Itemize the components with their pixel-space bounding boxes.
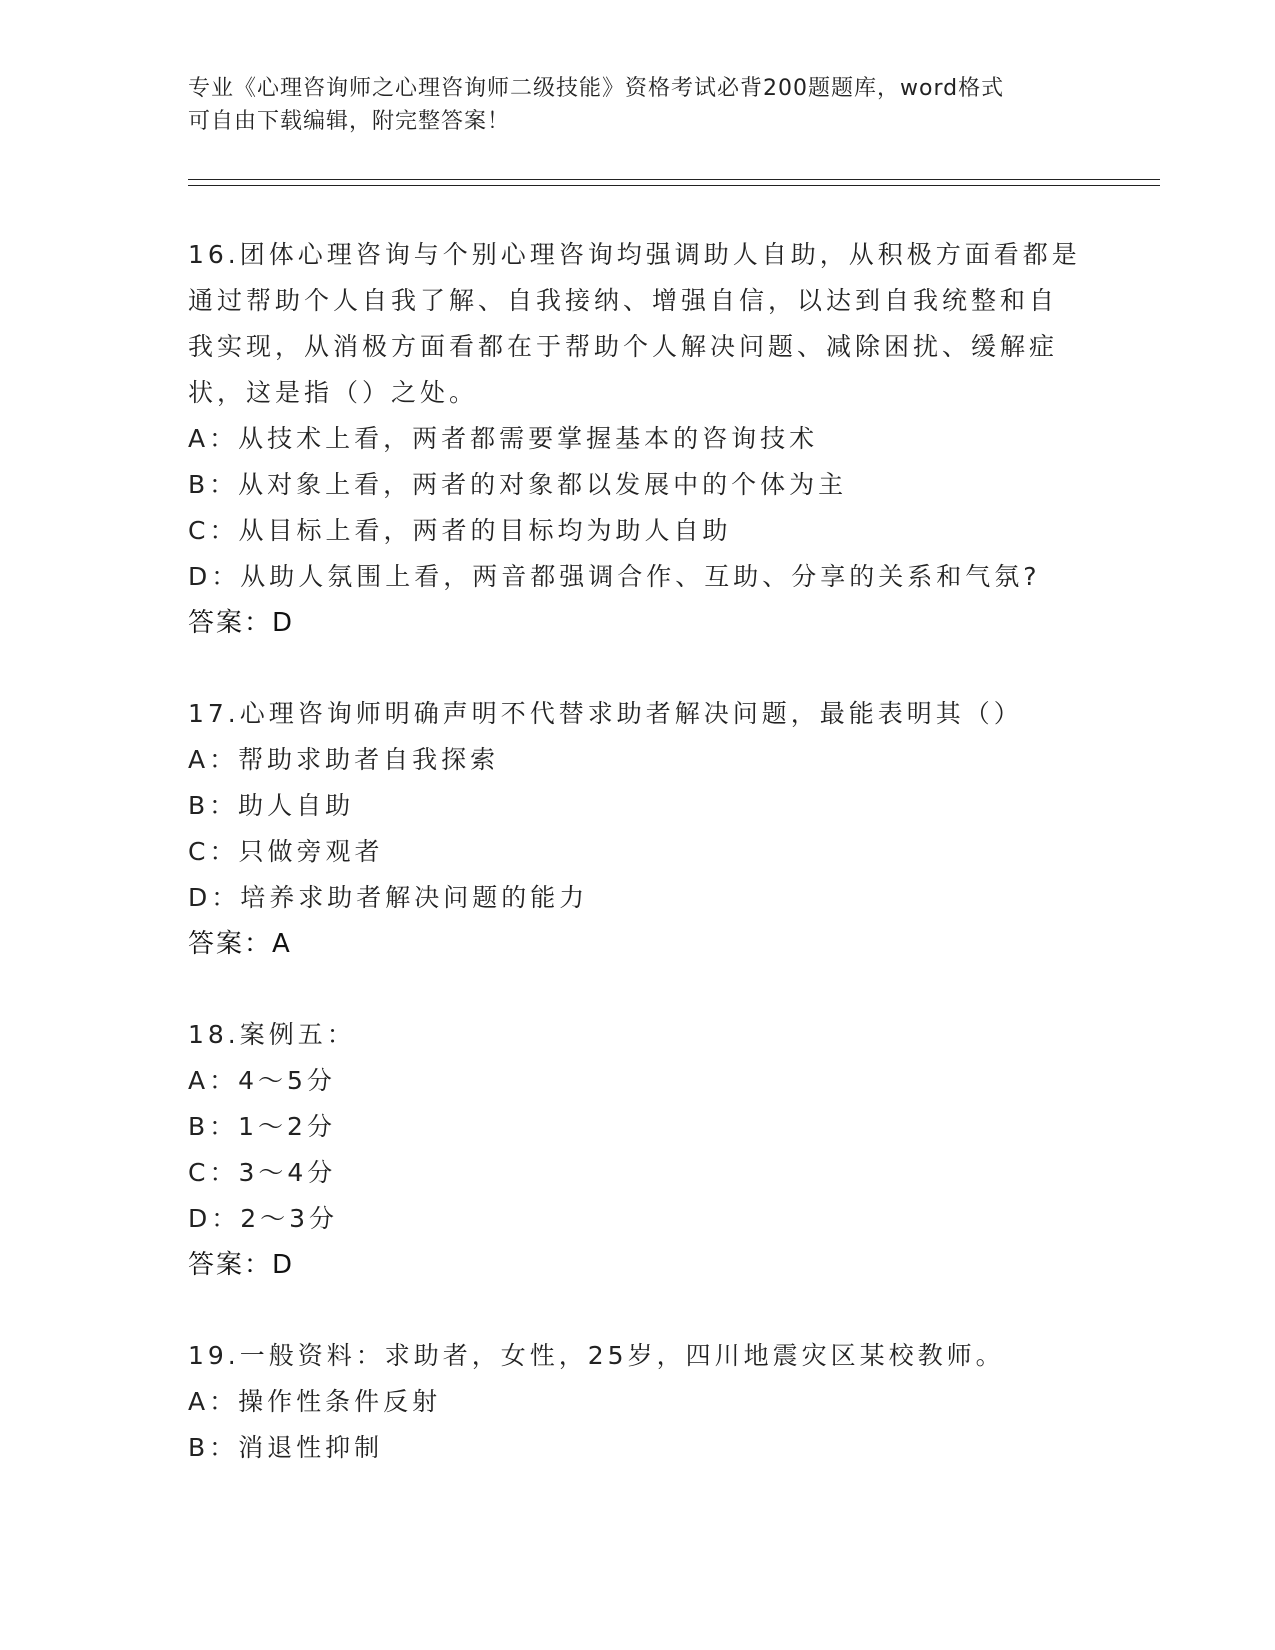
question-17 xyxy=(188,691,1088,967)
option-d: D：培养求助者解决问题的能力 xyxy=(188,883,589,912)
option-d: D：2～3分 xyxy=(188,1204,339,1233)
option-d: D：从助人氛围上看，两音都强调合作、互助、分享的关系和气氛? xyxy=(188,562,1041,591)
question-text-line: 17.心理咨询师明确声明不代替求助者解决问题，最能表明其（） xyxy=(188,699,1023,728)
question-18 xyxy=(188,1012,1088,1288)
option-c: C：3～4分 xyxy=(188,1158,337,1187)
question-text-line: 我实现，从消极方面看都在于帮助个人解决问题、减除困扰、缓解症 xyxy=(188,332,1059,361)
option-c: C：从目标上看，两者的目标均为助人自助 xyxy=(188,516,732,545)
header-divider-top xyxy=(188,179,1160,180)
option-a: A：从技术上看，两者都需要掌握基本的咨询技术 xyxy=(188,424,819,453)
question-text-line: 状，这是指（）之处。 xyxy=(188,378,479,407)
option-b: B：1～2分 xyxy=(188,1112,336,1141)
option-b: B：助人自助 xyxy=(188,791,355,820)
question-text-line: 18.案例五： xyxy=(188,1020,356,1049)
option-a: A：帮助求助者自我探索 xyxy=(188,745,500,774)
question-19 xyxy=(188,1333,1088,1471)
question-list xyxy=(188,232,1088,1516)
answer-line: 答案：D xyxy=(188,608,295,638)
question-text-line: 19.一般资料：求助者，女性，25岁，四川地震灾区某校教师。 xyxy=(188,1341,1005,1370)
option-c: C：只做旁观者 xyxy=(188,837,384,866)
document-header xyxy=(188,72,1088,138)
option-b: B：从对象上看，两者的对象都以发展中的个体为主 xyxy=(188,470,848,499)
header-divider-bottom xyxy=(188,185,1160,186)
option-a: A：操作性条件反射 xyxy=(188,1387,442,1416)
header-line-2: 可自由下载编辑，附完整答案！ xyxy=(188,109,511,134)
option-b: B：消退性抑制 xyxy=(188,1433,384,1462)
option-a: A：4～5分 xyxy=(188,1066,336,1095)
question-text-line: 16.团体心理咨询与个别心理咨询均强调助人自助，从积极方面看都是 xyxy=(188,240,1081,269)
question-16 xyxy=(188,232,1088,646)
question-text-line: 通过帮助个人自我了解、自我接纳、增强自信，以达到自我统整和自 xyxy=(188,286,1059,315)
answer-line: 答案：A xyxy=(188,929,292,959)
answer-line: 答案：D xyxy=(188,1250,295,1280)
header-line-1: 专业《心理咨询师之心理咨询师二级技能》资格考试必背200题题库，word格式 xyxy=(188,76,1005,101)
